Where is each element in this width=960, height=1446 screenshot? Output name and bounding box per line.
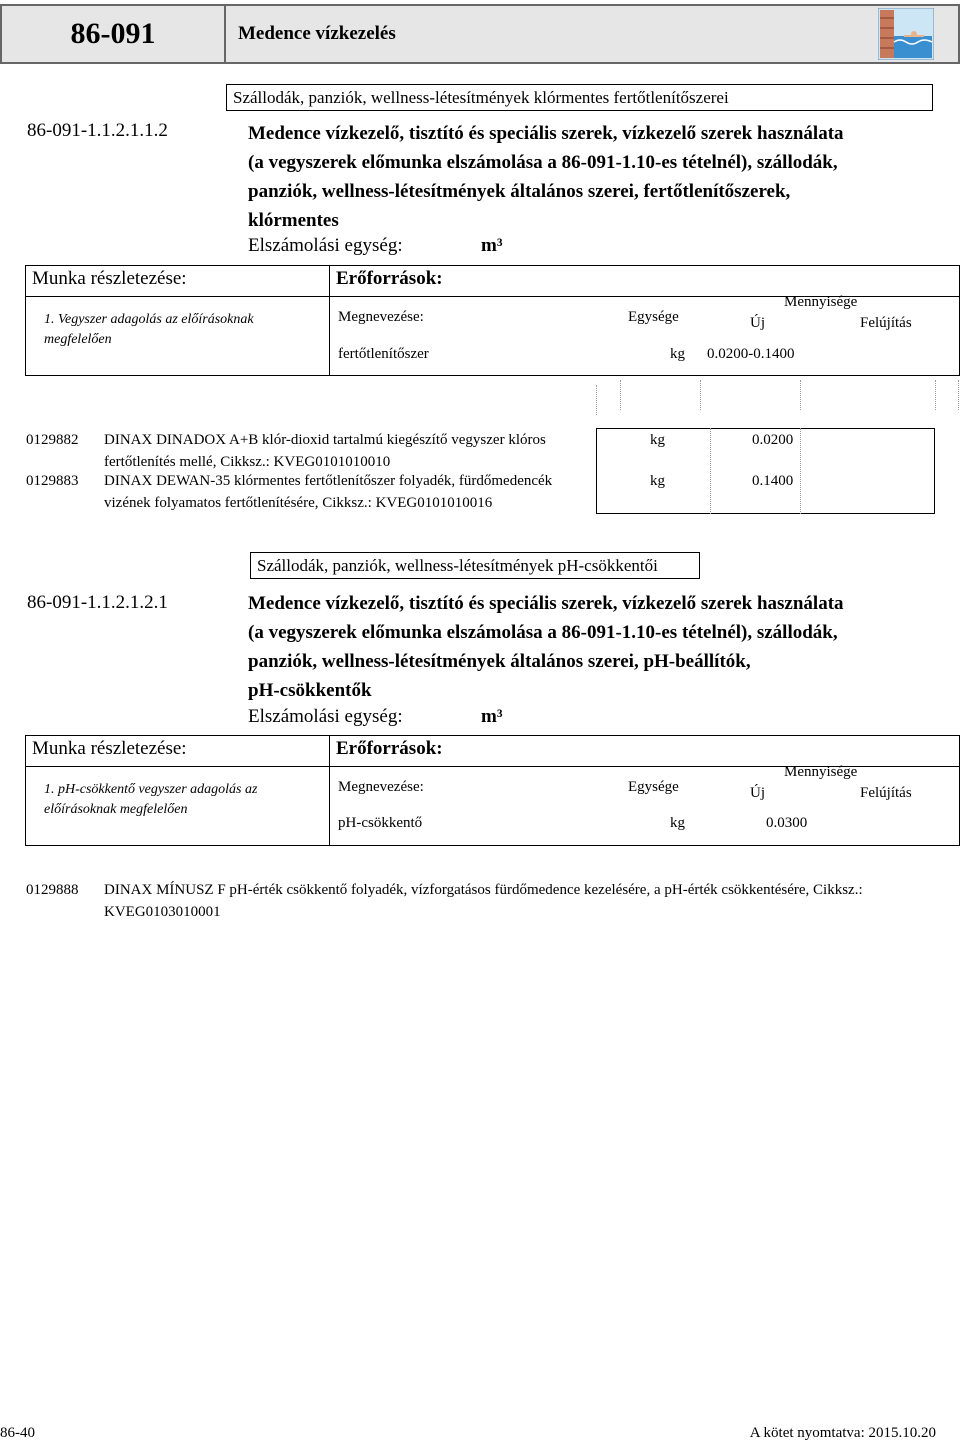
resource-new: 0.0300 bbox=[766, 815, 808, 831]
item-title: Medence vízkezelő, tisztító és speciális szerek, vízkezelő szerek használata (a vegyszerek előmunka elszámolása a 86-091-1.10-es tételnél), szállodák, panziók, wellness-létesítmények általános szerei, fertőtlenítőszerek, klórmentes bbox=[248, 123, 844, 231]
product-qty: 0.1400 bbox=[752, 473, 794, 489]
col-new: Új bbox=[750, 785, 765, 801]
col-renew: Felújítás bbox=[860, 785, 912, 801]
swimming-pool-icon bbox=[878, 8, 934, 60]
product-code: 0129883 bbox=[26, 473, 79, 489]
col-qty: Mennyisége bbox=[784, 294, 858, 310]
print-date: A kötet nyomtatva: 2015.10.20 bbox=[749, 1425, 936, 1441]
work-item: 1. Vegyszer adagolás az előírásoknak megfelelően bbox=[44, 312, 254, 347]
chapter-title: Medence vízkezelés bbox=[226, 4, 960, 64]
item-code: 86-091-1.1.2.1.1.2 bbox=[27, 120, 168, 141]
work-heading: Munka részletezése: bbox=[32, 738, 187, 759]
product-code: 0129882 bbox=[26, 432, 79, 448]
col-unit: Egysége bbox=[628, 309, 679, 325]
product-desc: DINAX MÍNUSZ F pH-érték csökkentő folyadék, vízforgatásos fürdőmedence kezelésére, a pH-érték csökkentésére, Cikksz.: KVEG0103010001 bbox=[104, 882, 863, 920]
unit-value: m³ bbox=[481, 706, 503, 727]
col-name: Megnevezése: bbox=[338, 779, 424, 795]
col-new: Új bbox=[750, 315, 765, 331]
col-unit: Egysége bbox=[628, 779, 679, 795]
resources-heading: Erőforrások: bbox=[336, 738, 443, 759]
col-name: Megnevezése: bbox=[338, 309, 424, 325]
work-item: 1. pH-csökkentő vegyszer adagolás az előírásoknak megfelelően bbox=[44, 782, 258, 817]
unit-label: Elszámolási egység: bbox=[248, 235, 403, 256]
category-label: Szállodák, panziók, wellness-létesítmények klórmentes fertőtlenítőszerei bbox=[226, 84, 933, 111]
product-unit: kg bbox=[650, 432, 665, 448]
product-unit: kg bbox=[650, 473, 665, 489]
category-label: Szállodák, panziók, wellness-létesítmények pH-csökkentői bbox=[250, 552, 700, 579]
product-desc: DINAX DINADOX A+B klór-dioxid tartalmú kiegészítő vegyszer klóros fertőtlenítés mellé, Cikksz.: KVEG0101010010 bbox=[104, 432, 546, 470]
item-title: Medence vízkezelő, tisztító és speciális szerek, vízkezelő szerek használata (a vegyszerek előmunka elszámolása a 86-091-1.10-es tételnél), szállodák, panziók, wellness-létesítmények általános szerei, pH-beállítók, pH-csökkentők bbox=[248, 593, 844, 701]
resources-heading: Erőforrások: bbox=[336, 268, 443, 289]
col-renew: Felújítás bbox=[860, 315, 912, 331]
resource-new: 0.0200-0.1400 bbox=[707, 346, 795, 362]
page-number: 86-40 bbox=[0, 1425, 35, 1441]
resource-unit: kg bbox=[670, 346, 685, 362]
resource-name: fertőtlenítőszer bbox=[338, 346, 429, 362]
work-heading: Munka részletezése: bbox=[32, 268, 187, 289]
product-code: 0129888 bbox=[26, 882, 79, 898]
col-qty: Mennyisége bbox=[784, 764, 858, 780]
product-qty: 0.0200 bbox=[752, 432, 794, 448]
unit-value: m³ bbox=[481, 235, 503, 256]
unit-label: Elszámolási egység: bbox=[248, 706, 403, 727]
item-code: 86-091-1.1.2.1.2.1 bbox=[27, 592, 168, 613]
resource-unit: kg bbox=[670, 815, 685, 831]
product-desc: DINAX DEWAN-35 klórmentes fertőtlenítőszer folyadék, fürdőmedencék vizének folyamatos fertőtlenítésére, Cikksz.: KVEG0101010016 bbox=[104, 473, 553, 511]
chapter-code: 86-091 bbox=[0, 4, 226, 64]
resource-name: pH-csökkentő bbox=[338, 815, 423, 831]
